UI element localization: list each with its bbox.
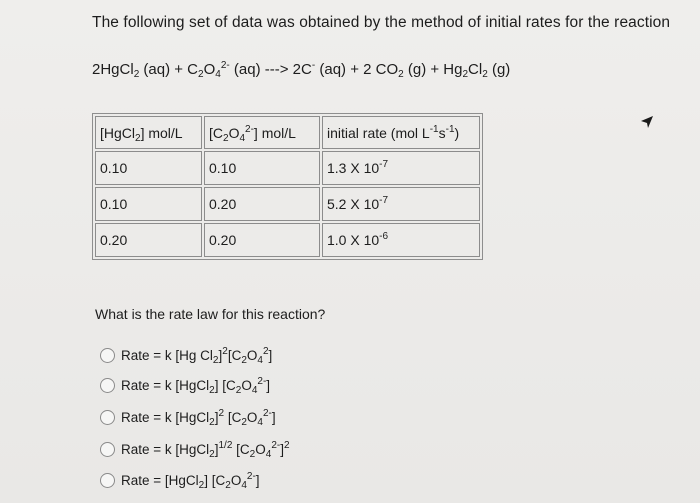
radio-button[interactable]: [100, 473, 115, 488]
header-initial-rate: initial rate (mol $L^{-1}s^{-1}$): [322, 116, 480, 149]
answer-option-1[interactable]: [100, 345, 272, 365]
option-label[interactable]: Rate = k [Hg $Cl_2]^2[C_2O_4^2]$: [121, 345, 273, 366]
option-label[interactable]: Rate = k [HgCl$_2$]$^{1/2}$ $[C_2O_4^{2-}]^2$: [121, 439, 290, 460]
reaction-equation: 2HgCl$_2$ $(aq) + C_2O_4^{2-}$ (aq) ---> 2C- (aq) + 2 $CO_2$ $(g) + Hg_2Cl_2$ (g): [92, 60, 511, 80]
option-label[interactable]: Rate = k [HgCl$_2$]$^2$ $[C_2O_4^{2-}]$: [121, 407, 276, 428]
header-oxalate: $[C_2O_4^{2-}]$ mol/L: [204, 116, 320, 149]
cell-rate: 1.3 X $10^{-7}$: [322, 151, 480, 185]
cell-hgcl2: 0.20: [95, 223, 202, 257]
answer-option-2[interactable]: [100, 375, 270, 395]
mouse-cursor-icon: [638, 113, 656, 131]
radio-button[interactable]: [100, 410, 115, 425]
cell-hgcl2: 0.10: [95, 151, 202, 185]
table-row: [95, 223, 480, 257]
option-label[interactable]: Rate = k [HgCl$_2$] $[C_2O_4^{2-}]$: [121, 375, 271, 396]
answer-option-3[interactable]: [100, 407, 276, 427]
radio-button[interactable]: [100, 348, 115, 363]
radio-button[interactable]: [100, 378, 115, 393]
answer-option-4[interactable]: [100, 439, 290, 459]
cell-oxalate: 0.20: [204, 187, 320, 221]
table-row: [95, 187, 480, 221]
intro-text: The following set of data was obtained by the method of initial rates for the reaction: [92, 14, 671, 31]
table-header-row: [95, 116, 480, 149]
rate-data-table: [92, 113, 483, 260]
cell-hgcl2: 0.10: [95, 187, 202, 221]
cell-rate: 1.0 X $10^{-6}$: [322, 223, 480, 257]
header-hgcl2: [HgCl$_2$] mol/L: [95, 116, 202, 149]
table-row: [95, 151, 480, 185]
answer-option-5[interactable]: [100, 470, 260, 490]
cell-rate: 5.2 X $10^{-7}$: [322, 187, 480, 221]
question-text: What is the rate law for this reaction?: [95, 306, 326, 322]
cell-oxalate: 0.20: [204, 223, 320, 257]
option-label[interactable]: Rate = [HgCl$_2$] $[C_2O_4^{2-}]$: [121, 470, 260, 491]
cell-oxalate: 0.10: [204, 151, 320, 185]
radio-button[interactable]: [100, 442, 115, 457]
